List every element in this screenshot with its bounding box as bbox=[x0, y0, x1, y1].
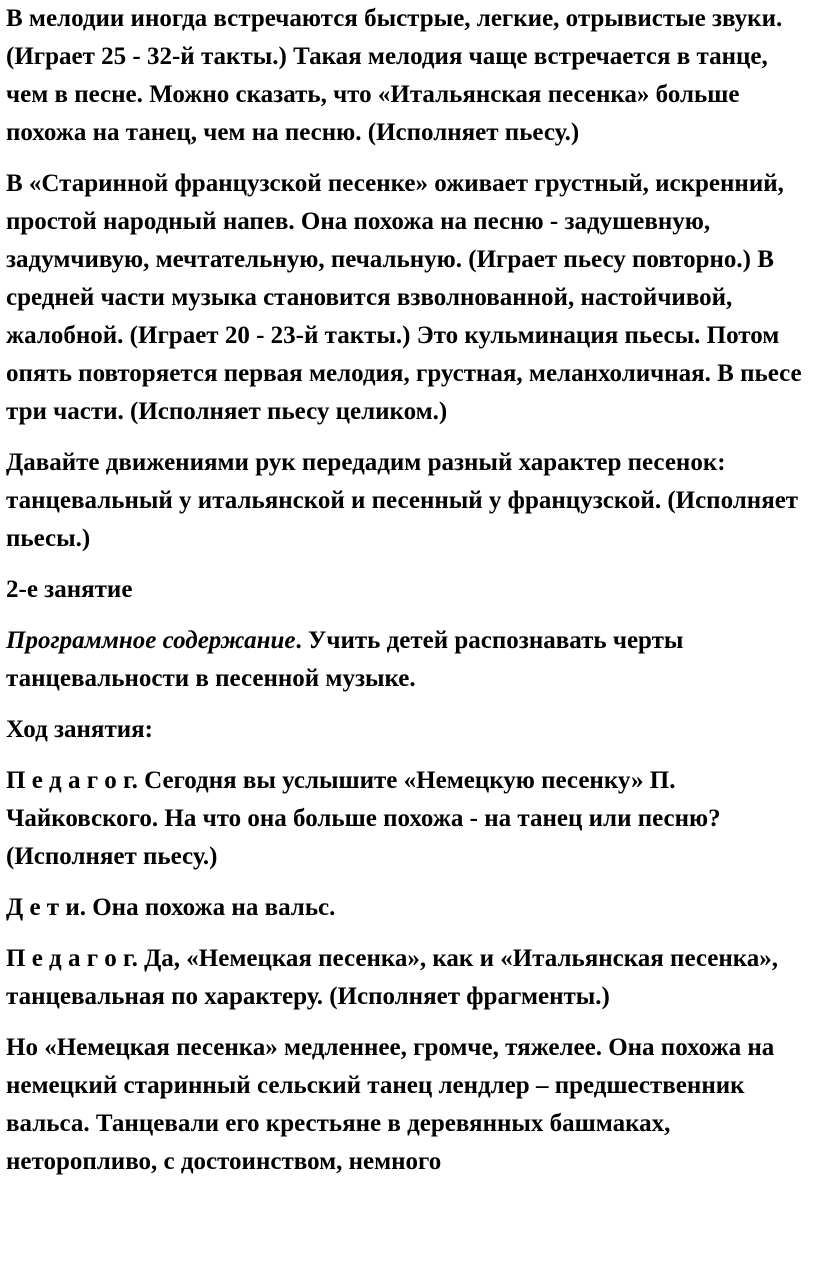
paragraph-german-song: Но «Немецкая песенка» медленнее, громче, тяжелее. Она похожа на немецкий старинный сельский танец лендлер – предшественник вальса. Танцевали его крестьяне в деревянных башмаках, неторопливо, с достоинством, немного bbox=[6, 1034, 775, 1175]
speaker-teacher: П е д а г о г bbox=[6, 767, 132, 794]
program-content-text: . Учить детей распознавать черты танцевальности в песенной музыке. bbox=[6, 627, 684, 692]
paragraph-program-content bbox=[6, 622, 808, 698]
children-answer-text: . Она похожа на вальс. bbox=[79, 894, 336, 921]
paragraph-italian-song: В мелодии иногда встречаются быстрые, легкие, отрывистые звуки. (Играет 25 - 32-й такты.) Такая мелодия чаще встречается в танце, чем в песне. Можно сказать, что «Итальянская песенка» больше похожа на танец, чем на песню. (Исполняет пьесу.) bbox=[6, 5, 783, 146]
program-content-label: Программное содержание bbox=[6, 627, 296, 654]
lesson-progress-heading: Ход занятия: bbox=[6, 716, 153, 743]
paragraph-teacher-question bbox=[6, 762, 808, 876]
paragraph-hand-movements: Давайте движениями рук передадим разный характер песенок: танцевальный у итальянской и песенный у французской. (Исполняет пьесы.) bbox=[6, 449, 799, 552]
paragraph-french-song: В «Старинной французской песенке» оживает грустный, искренний, простой народный напев. Она похожа на песню - задушевную, задумчивую, мечтательную, печальную. (Играет пьесу повторно.) В средней части музыка становится взволнованной, настойчивой, жалобной. (Играет 20 - 23-й такты.) Это кульминация пьесы. Потом опять повторяется первая мелодия, грустная, меланхоличная. В пьесе три части. (Исполняет пьесу целиком.) bbox=[6, 170, 802, 425]
speaker-children: Д е т и bbox=[6, 894, 80, 921]
speaker-teacher-2: П е д а г о г bbox=[6, 945, 132, 972]
paragraph-children-answer bbox=[6, 889, 808, 927]
teacher-question-text: . Сегодня вы услышите «Немецкую песенку» П. Чайковского. На что она больше похожа - на танец или песню? (Исполняет пьесу.) bbox=[6, 767, 721, 870]
teacher-reply-text: . Да, «Немецкая песенка», как и «Итальянская песенка», танцевальная по характеру. (Исполняет фрагменты.) bbox=[6, 945, 779, 1010]
paragraph-teacher-reply bbox=[6, 940, 808, 1016]
lesson-heading: 2-е занятие bbox=[6, 576, 133, 603]
